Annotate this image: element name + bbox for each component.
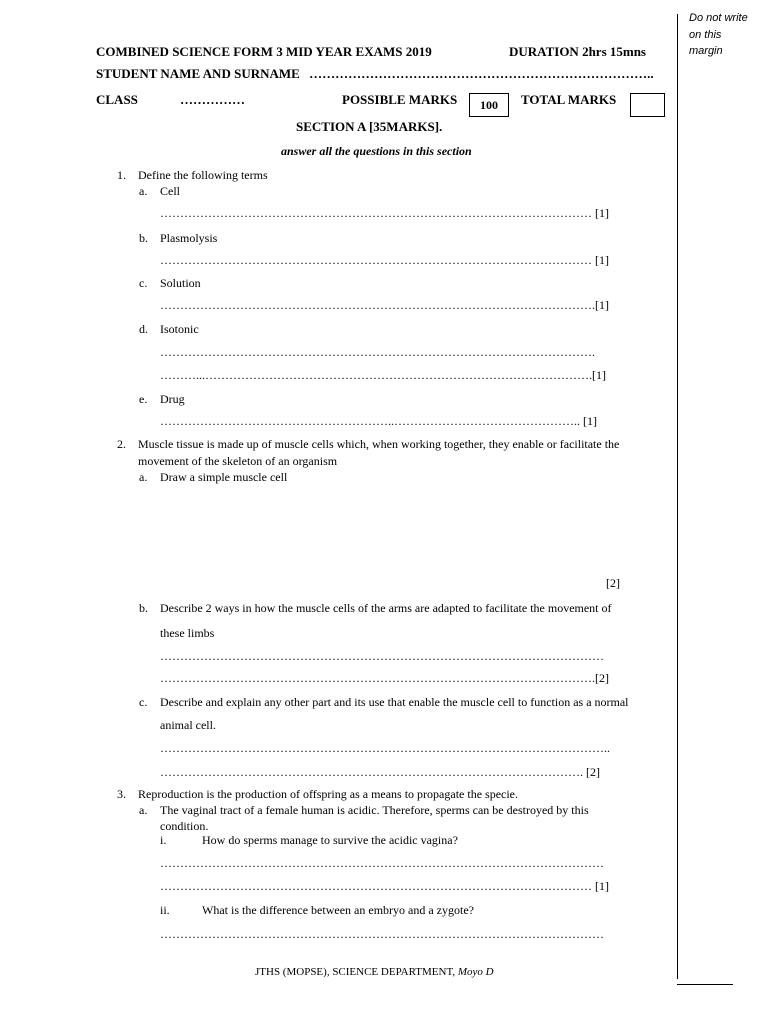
q1-number: 1. <box>117 168 126 182</box>
q2b-answer-line-1[interactable]: ………………………………………………………………………………………………… <box>160 649 604 663</box>
q2-text-1: Muscle tissue is made up of muscle cells which, when working together, they enable or facilitate the <box>138 437 620 451</box>
footer <box>255 966 494 978</box>
name-blank[interactable]: …………………………………………………………………….. <box>309 66 654 81</box>
class-blank[interactable]: …………… <box>180 92 245 107</box>
q1a-letter: a. <box>139 184 148 198</box>
exam-duration: DURATION 2hrs 15mns <box>509 44 646 59</box>
q1b-term: Plasmolysis <box>160 231 218 245</box>
q1b-letter: b. <box>139 231 148 245</box>
possible-marks-value: 100 <box>480 98 498 112</box>
q1a-term: Cell <box>160 184 180 198</box>
q2c-text-2: animal cell. <box>160 718 216 732</box>
q3ai-answer-line-1[interactable]: ………………………………………………………………………………………………… <box>160 856 604 870</box>
q1d-term: Isotonic <box>160 322 199 336</box>
q2b-text-2: these limbs <box>160 626 215 640</box>
q3-number: 3. <box>117 787 126 801</box>
q2b-text-1: Describe 2 ways in how the muscle cells of the arms are adapted to facilitate the movement of <box>160 601 612 615</box>
q2b-answer-line-2[interactable]: ……………………………………………………………………………………………….[2] <box>160 671 609 685</box>
q2a-letter: a. <box>139 470 148 484</box>
q2c-letter: c. <box>139 695 148 709</box>
q3aii-number: ii. <box>160 903 170 917</box>
q1a-answer-line[interactable]: ……………………………………………………………………………………………… [1] <box>160 206 609 220</box>
margin-footer-line <box>677 984 733 985</box>
possible-marks-label: POSSIBLE MARKS <box>342 92 458 107</box>
q3ai-answer-line-2[interactable]: ……………………………………………………………………………………………… [1] <box>160 879 609 893</box>
name-label-text: STUDENT NAME AND SURNAME <box>96 66 300 81</box>
q3ai-number: i. <box>160 833 167 847</box>
q2a-marks: [2] <box>606 576 620 590</box>
q2b-letter: b. <box>139 601 148 615</box>
section-instruction: answer all the questions in this section <box>281 144 472 158</box>
total-marks-box[interactable] <box>630 93 665 117</box>
footer-author: Moyo D <box>457 966 494 978</box>
q2a-text: Draw a simple muscle cell <box>160 470 288 484</box>
q3aii-answer-line-1[interactable]: ………………………………………………………………………………………………… <box>160 927 604 941</box>
q1d-letter: d. <box>139 322 148 336</box>
total-marks-label: TOTAL MARKS <box>521 92 617 107</box>
q1d-answer-line-1[interactable]: ………………………………………………………………………………………………. <box>160 345 595 359</box>
name-label <box>96 66 654 82</box>
q3aii-text: What is the difference between an embryo and a zygote? <box>202 903 474 917</box>
margin-note: Do not write on this margin <box>689 12 748 57</box>
q3ai-text: How do sperms manage to survive the acidic vagina? <box>202 833 458 847</box>
q1e-letter: e. <box>139 392 148 406</box>
q1e-answer-line[interactable]: …………………………………………………..……………………………………….. [1] <box>160 414 597 428</box>
q3a-text-2: condition. <box>160 819 209 833</box>
q1d-answer-line-2[interactable]: ………...…………………………………………………………………………………….[1] <box>160 368 606 382</box>
q1c-letter: c. <box>139 276 148 290</box>
footer-text: JTHS (MOPSE), SCIENCE DEPARTMENT, <box>255 966 458 978</box>
q1c-answer-line[interactable]: ……………………………………………………………………………………………….[1] <box>160 298 609 312</box>
q3-text: Reproduction is the production of offspring as a means to propagate the specie. <box>138 787 519 801</box>
q1e-term: Drug <box>160 392 185 406</box>
q1c-term: Solution <box>160 276 201 290</box>
q1b-answer-line[interactable]: ……………………………………………………………………………………………… [1] <box>160 253 609 267</box>
exam-title: COMBINED SCIENCE FORM 3 MID YEAR EXAMS 2019 <box>96 44 432 59</box>
q2c-answer-line-1[interactable]: ………………………………………………………………………………………………….. <box>160 741 610 755</box>
class-label: CLASS <box>96 92 138 107</box>
section-title: SECTION A [35MARKS]. <box>296 119 443 134</box>
q2-number: 2. <box>117 437 126 451</box>
margin-divider <box>677 14 678 979</box>
q2c-text-1: Describe and explain any other part and its use that enable the muscle cell to function as a normal <box>160 695 629 709</box>
q2-text-2: movement of the skeleton of an organism <box>138 454 338 468</box>
q3a-text-1: The vaginal tract of a female human is acidic. Therefore, sperms can be destroyed by this <box>160 803 589 817</box>
q2c-answer-line-2[interactable]: ……………………………………………………………………………………………. [2] <box>160 765 600 779</box>
possible-marks-box <box>469 93 509 117</box>
q1-text: Define the following terms <box>138 168 268 182</box>
q3a-letter: a. <box>139 803 148 817</box>
